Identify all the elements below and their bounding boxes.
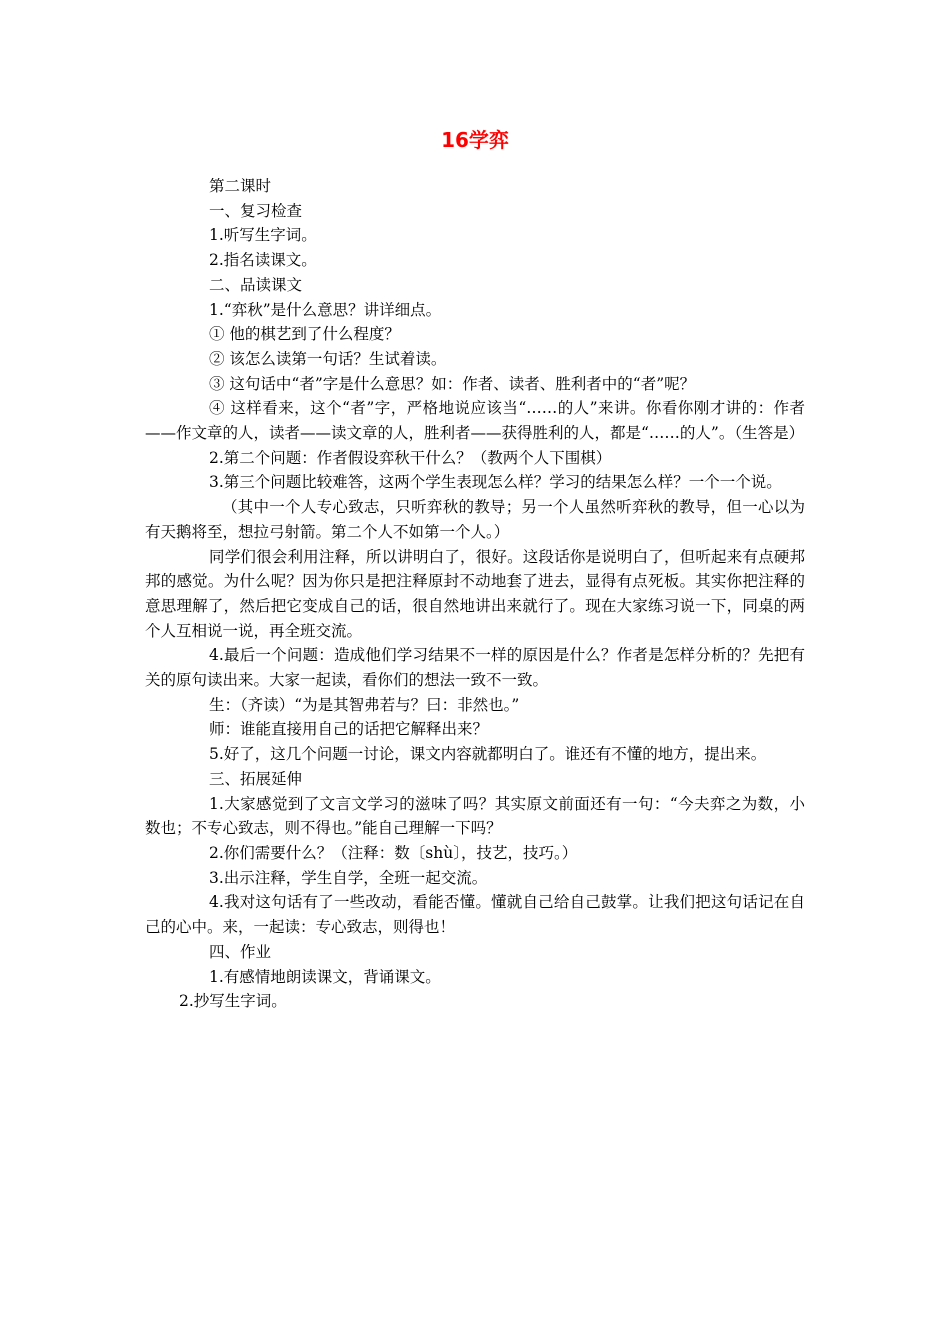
teacher-prompt: 师：谁能直接用自己的话把它解释出来？ [209,720,489,739]
section-heading-reading: 二、品读课文 [209,275,303,294]
extension-item-3: 3.出示注释，学生自学，全班一起交流。 [209,868,488,887]
extension-item-2: 2.你们需要什么？（注释：数〔shù〕，技艺，技巧。） [209,843,578,862]
reading-question-3: 3.第三个问题比较难答，这两个学生表现怎么样？学习的结果怎么样？一个一个说。 [209,473,782,492]
section-heading-review: 一、复习检查 [209,201,303,220]
review-item-1: 1.听写生字词。 [209,226,317,245]
sub-question-3: ③ 这句话中“者”字是什么意思？如：作者、读者、胜利者中的“者”呢？ [209,374,696,393]
reading-question-4: 4.最后一个问题：造成他们学习结果不一样的原因是什么？作者是怎样分析的？先把有关的原句读出来。大家一起读，看你们的想法一致不一致。 [145,646,805,690]
section-heading-extension: 三、拓展延伸 [209,769,303,788]
sub-question-2: ② 该怎么读第一句话？生试着读。 [209,349,447,368]
homework-item-1: 1.有感情地朗读课文，背诵课文。 [209,967,441,986]
reading-question-5: 5.好了，这几个问题一讨论，课文内容就都明白了。谁还有不懂的地方，提出来。 [209,745,767,764]
reading-question-2: 2.第二个问题：作者假设弈秋干什么？（教两个人下围棋） [209,448,612,467]
extension-item-1: 1.大家感觉到了文言文学习的滋味了吗？其实原文前面还有一句：“今夫弈之为数，小数也；不专心致志，则不得也。”能自己理解一下吗？ [145,794,805,838]
page-title: 16学弈 [441,128,509,152]
sub-question-1: ① 他的棋艺到了什么程度？ [209,325,400,344]
section-heading-homework: 四、作业 [209,942,272,961]
sub-question-4: ④ 这样看来，这个“者”字，严格地说应该当“……的人”来讲。你看你刚才讲的：作者——作文章的人，读者——读文章的人，胜利者——获得胜利的人，都是“……的人”。（生答是） [145,399,805,443]
lesson-period-heading: 第二课时 [209,177,272,195]
teacher-comment: 同学们很会利用注释，所以讲明白了，很好。这段话你是说明白了，但听起来有点硬邦邦的感觉。为什么呢？因为你只是把注释原封不动地套了进去，显得有点死板。其实你把注释的意思理解了，然后把它变成自己的话，很自然地讲出来就行了。现在大家练习说一下，同桌的两个人互相说一说，再全班交流。 [145,547,805,640]
document-body [145,174,805,1014]
extension-item-4: 4.我对这句话有了一些改动，看能否懂。懂就自己给自己鼓掌。让我们把这句话记在自己的心中。来，一起读：专心致志，则得也！ [145,893,805,937]
student-reading: 生：（齐读）“为是其智弗若与？曰：非然也。” [209,695,520,714]
review-item-2: 2.指名读课文。 [209,251,317,270]
reading-answer-3: （其中一个人专心致志，只听弈秋的教导；另一个人虽然听弈秋的教导，但一心以为有天鹅将至，想拉弓射箭。第二个人不如第一个人。） [145,498,805,541]
homework-item-2: 2.抄写生字词。 [179,992,287,1011]
reading-question-1: 1.“弈秋”是什么意思？讲详细点。 [209,300,442,319]
